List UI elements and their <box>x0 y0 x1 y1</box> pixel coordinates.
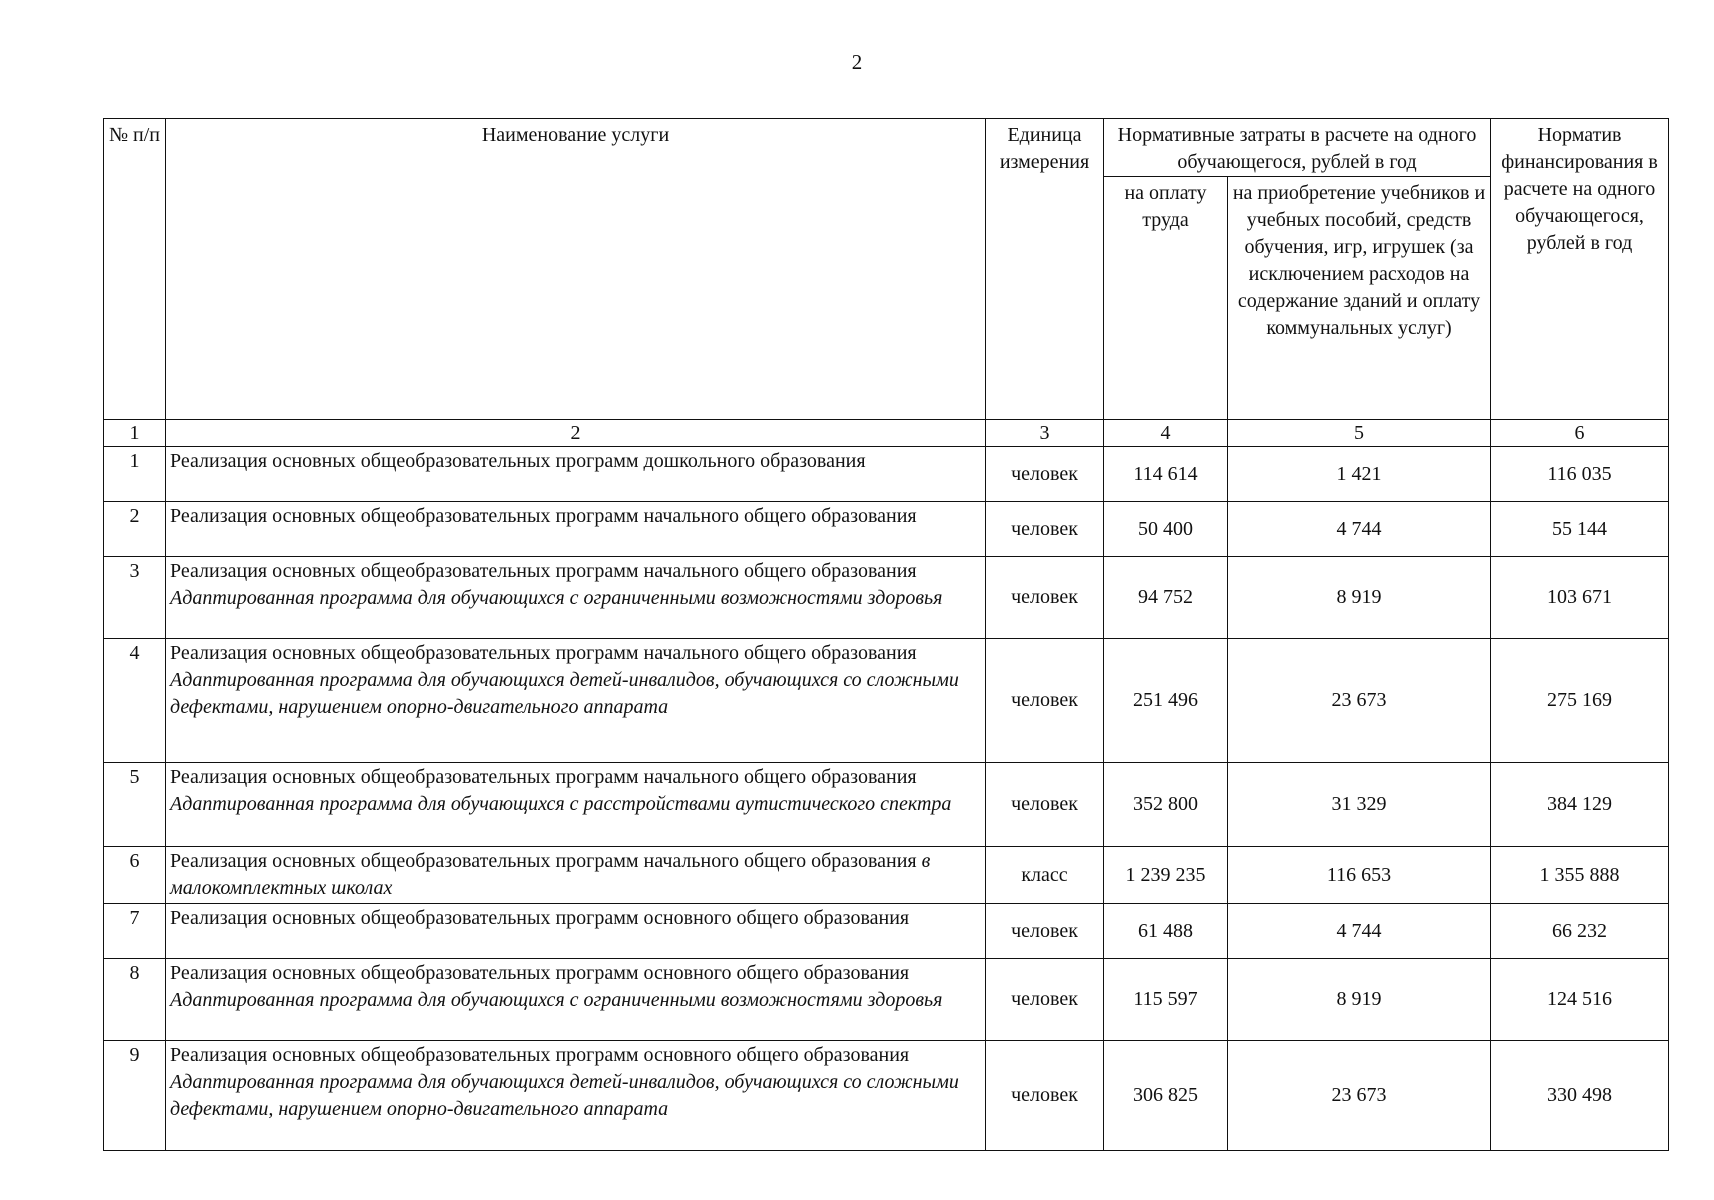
table-row <box>104 639 1669 763</box>
service-name <box>166 557 986 639</box>
service-name-italic: Адаптированная программа для обучающихся с ограниченными возможностями здоровья <box>170 989 943 1011</box>
service-name <box>166 763 986 847</box>
norm-cell: 55 144 <box>1491 502 1669 557</box>
norm-cell: 330 498 <box>1491 1041 1669 1151</box>
textbooks-cost-cell: 4 744 <box>1228 904 1491 959</box>
service-name-italic: Адаптированная программа для обучающихся с расстройствами аутистического спектра <box>170 793 952 815</box>
table-row <box>104 904 1669 959</box>
column-number: 2 <box>166 420 986 447</box>
textbooks-cost-cell: 31 329 <box>1228 763 1491 847</box>
service-name-italic: Адаптированная программа для обучающихся детей-инвалидов, обучающихся со сложными дефектами, нарушением опорно-двигательного аппарата <box>170 669 959 718</box>
table-row <box>104 763 1669 847</box>
norm-cell: 66 232 <box>1491 904 1669 959</box>
labor-cost-cell: 115 597 <box>1104 959 1228 1041</box>
service-name-italic: в малокомплектных школах <box>170 850 931 899</box>
column-number: 3 <box>986 420 1104 447</box>
service-name <box>166 639 986 763</box>
textbooks-cost-cell: 116 653 <box>1228 847 1491 904</box>
column-number: 1 <box>104 420 166 447</box>
service-name <box>166 1041 986 1151</box>
service-name-main: Реализация основных общеобразовательных программ основного общего образования <box>170 962 910 984</box>
row-number: 4 <box>104 639 166 763</box>
textbooks-cost-cell: 8 919 <box>1228 557 1491 639</box>
textbooks-cost-cell: 23 673 <box>1228 639 1491 763</box>
norm-cell: 116 035 <box>1491 447 1669 502</box>
table-row <box>104 959 1669 1041</box>
header-unit: Единица измерения <box>986 119 1104 420</box>
norm-cell: 275 169 <box>1491 639 1669 763</box>
norms-table <box>103 118 1669 1151</box>
unit-cell: класс <box>986 847 1104 904</box>
unit-cell: человек <box>986 1041 1104 1151</box>
row-number: 1 <box>104 447 166 502</box>
row-number: 6 <box>104 847 166 904</box>
row-number: 3 <box>104 557 166 639</box>
service-name-main: Реализация основных общеобразовательных программ начального общего образования <box>170 642 917 664</box>
header-norm: Норматив финансирования в расчете на одного обучающегося, рублей в год <box>1491 119 1669 420</box>
unit-cell: человек <box>986 904 1104 959</box>
header-no: № п/п <box>104 119 166 420</box>
column-number: 6 <box>1491 420 1669 447</box>
unit-cell: человек <box>986 557 1104 639</box>
labor-cost-cell: 94 752 <box>1104 557 1228 639</box>
unit-cell: человек <box>986 639 1104 763</box>
service-name-main: Реализация основных общеобразовательных программ основного общего образования <box>170 1044 910 1066</box>
table-row <box>104 447 1669 502</box>
page-number: 2 <box>851 50 863 74</box>
service-name-italic: Адаптированная программа для обучающихся с ограниченными возможностями здоровья <box>170 587 943 609</box>
service-name <box>166 847 986 904</box>
unit-cell: человек <box>986 959 1104 1041</box>
service-name <box>166 502 986 557</box>
header-name: Наименование услуги <box>166 119 986 420</box>
table-row <box>104 557 1669 639</box>
row-number: 9 <box>104 1041 166 1151</box>
labor-cost-cell: 352 800 <box>1104 763 1228 847</box>
header-row-1 <box>104 119 1669 177</box>
header-textbooks: на приобретение учебников и учебных пособий, средств обучения, игр, игрушек (за исключением расходов на содержание зданий и оплату коммунальных услуг) <box>1228 177 1491 420</box>
textbooks-cost-cell: 8 919 <box>1228 959 1491 1041</box>
column-number: 4 <box>1104 420 1228 447</box>
table-row <box>104 1041 1669 1151</box>
service-name-main: Реализация основных общеобразовательных программ начального общего образования <box>170 850 917 872</box>
unit-cell: человек <box>986 502 1104 557</box>
column-number: 5 <box>1228 420 1491 447</box>
labor-cost-cell: 61 488 <box>1104 904 1228 959</box>
service-name-main: Реализация основных общеобразовательных программ начального общего образования <box>170 560 917 582</box>
labor-cost-cell: 114 614 <box>1104 447 1228 502</box>
table-row <box>104 502 1669 557</box>
service-name-italic: Адаптированная программа для обучающихся детей-инвалидов, обучающихся со сложными дефектами, нарушением опорно-двигательного аппарата <box>170 1071 959 1120</box>
service-name-main: Реализация основных общеобразовательных программ начального общего образования <box>170 766 917 788</box>
service-name <box>166 959 986 1041</box>
row-number: 2 <box>104 502 166 557</box>
norm-cell: 103 671 <box>1491 557 1669 639</box>
table-row <box>104 847 1669 904</box>
service-name <box>166 904 986 959</box>
textbooks-cost-cell: 1 421 <box>1228 447 1491 502</box>
row-number: 7 <box>104 904 166 959</box>
textbooks-cost-cell: 23 673 <box>1228 1041 1491 1151</box>
norm-cell: 124 516 <box>1491 959 1669 1041</box>
service-name-main: Реализация основных общеобразовательных программ дошкольного образования <box>170 450 866 472</box>
row-number: 5 <box>104 763 166 847</box>
service-name <box>166 447 986 502</box>
unit-cell: человек <box>986 447 1104 502</box>
labor-cost-cell: 50 400 <box>1104 502 1228 557</box>
header-labor: на оплату труда <box>1104 177 1228 420</box>
labor-cost-cell: 306 825 <box>1104 1041 1228 1151</box>
textbooks-cost-cell: 4 744 <box>1228 502 1491 557</box>
column-number-row <box>104 420 1669 447</box>
header-costs-group: Нормативные затраты в расчете на одного обучающегося, рублей в год <box>1104 119 1491 177</box>
labor-cost-cell: 251 496 <box>1104 639 1228 763</box>
norm-cell: 384 129 <box>1491 763 1669 847</box>
norm-cell: 1 355 888 <box>1491 847 1669 904</box>
labor-cost-cell: 1 239 235 <box>1104 847 1228 904</box>
row-number: 8 <box>104 959 166 1041</box>
unit-cell: человек <box>986 763 1104 847</box>
service-name-main: Реализация основных общеобразовательных программ начального общего образования <box>170 505 917 527</box>
service-name-main: Реализация основных общеобразовательных программ основного общего образования <box>170 907 910 929</box>
